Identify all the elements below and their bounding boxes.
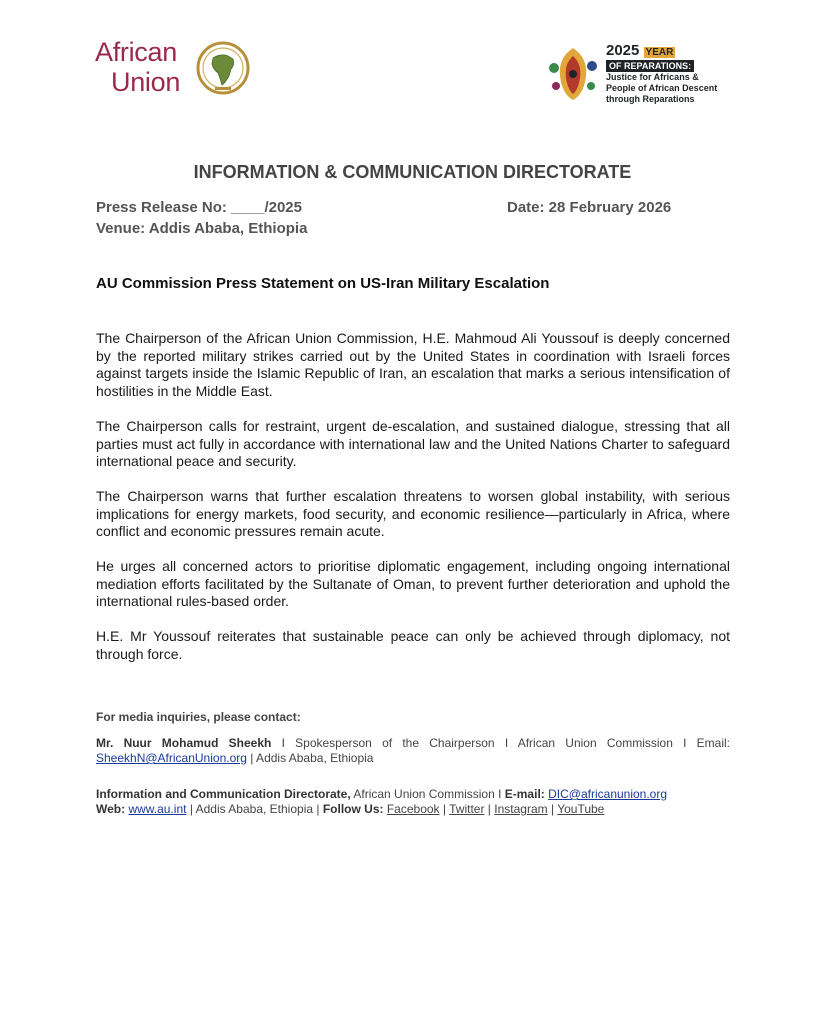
directorate-org: African Union Commission I [350, 787, 505, 801]
spokesperson-email-link[interactable]: SheekhN@AfricanUnion.org [96, 751, 247, 765]
youtube-link[interactable]: YouTube [557, 802, 605, 816]
release-date: Date: 28 February 2026 [507, 199, 672, 216]
african-union-logo [95, 38, 265, 98]
directorate-title: INFORMATION & COMMUNICATION DIRECTORATE [193, 162, 632, 182]
link-separator: | [484, 802, 495, 816]
body-paragraph-2: The Chairperson calls for restraint, urgent de-escalation, and sustained dialogue, stressing that all parties must act fully in accordance with international law and the United Nations Charter to safeguard international peace and security. [96, 418, 730, 469]
twitter-link[interactable]: Twitter [449, 802, 485, 816]
reparations-line-2: People of African Descent [606, 83, 718, 93]
spokesperson-location: | Addis Ababa, Ethiopia [246, 751, 374, 765]
spokesperson-role: I Spokesperson of the Chairperson I African Union Commission I Email: [271, 736, 730, 750]
directorate-email-link[interactable]: DIC@africanunion.org [548, 787, 668, 801]
web-label: Web: [96, 802, 126, 816]
body-paragraph-1: The Chairperson of the African Union Commission, H.E. Mahmoud Ali Youssouf is deeply concerned by the reported military strikes carried out by the United States in coordination with Israeli forces against targets inside the Islamic Republic of Iran, an escalation that marks a serious intensification of hostilities in the Middle East. [96, 330, 730, 399]
reparations-year: 2025 YEAR [606, 42, 674, 59]
au-logo-word-african: African [95, 37, 177, 67]
directorate-contact [96, 787, 730, 817]
instagram-link[interactable]: Instagram [494, 802, 548, 816]
reparations-line-1: Justice for Africans & [606, 72, 699, 82]
link-separator: | [439, 802, 450, 816]
web-location: | Addis Ababa, Ethiopia | [186, 802, 323, 816]
press-release-number: Press Release No: ____/2025 [96, 199, 302, 216]
body-paragraph-3: The Chairperson warns that further escalation threatens to worsen global instability, with serious implications for energy markets, food security, and economic resilience—particularly in Africa, where conflict and economic pressures remain acute. [96, 488, 730, 539]
directorate-email-label: E-mail: [504, 787, 545, 801]
reparations-subtitle: OF REPARATIONS: [606, 60, 694, 72]
statement-title: AU Commission Press Statement on US-Iran Military Escalation [96, 275, 550, 292]
directorate-name: Information and Communication Directorate, [96, 787, 351, 801]
venue: Venue: Addis Ababa, Ethiopia [96, 220, 308, 237]
body-paragraph-4: He urges all concerned actors to prioritise diplomatic engagement, including ongoing international mediation efforts facilitated by the Sultanate of Oman, to prevent further deterioration and uphold the international rules-based order. [96, 558, 730, 609]
body-paragraph-5: H.E. Mr Youssouf reiterates that sustainable peace can only be achieved through diplomacy, not through force. [96, 628, 730, 662]
website-link[interactable]: www.au.int [128, 802, 187, 816]
follow-us-label: Follow Us: [322, 802, 384, 816]
reparations-line-3: through Reparations [606, 94, 695, 104]
spokesperson-contact [96, 736, 730, 766]
link-separator: | [547, 802, 558, 816]
media-inquiries-heading: For media inquiries, please contact: [96, 710, 301, 724]
au-logo-word-union: Union [111, 67, 181, 97]
reparations-logo [544, 42, 734, 108]
spokesperson-name: Mr. Nuur Mohamud Sheekh [96, 736, 272, 750]
facebook-link[interactable]: Facebook [386, 802, 440, 816]
au-emblem-icon [195, 40, 251, 96]
reparations-emblem-icon [544, 44, 602, 104]
